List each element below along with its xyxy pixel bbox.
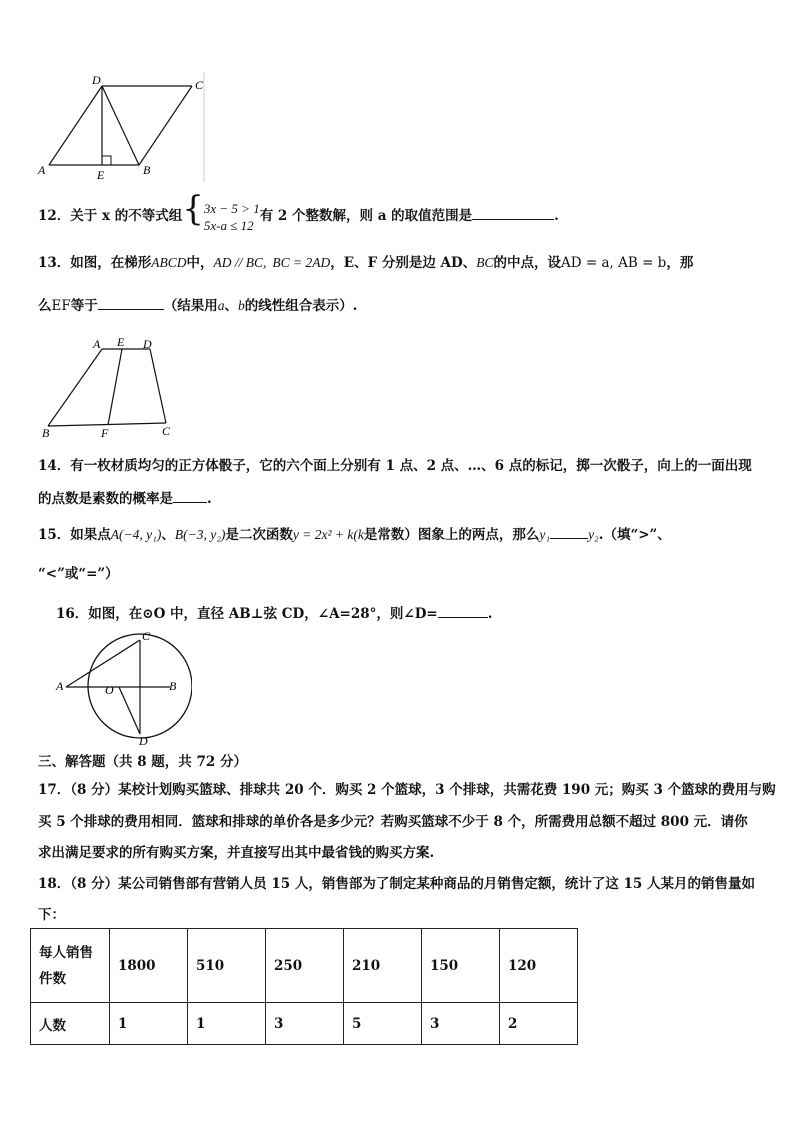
table-cell: 3 (422, 1003, 500, 1045)
y1: y₁ (539, 527, 551, 542)
table-cell: 5 (344, 1003, 422, 1045)
point-a: A(−4, y₁) (110, 527, 162, 542)
table-cell: 510 (188, 929, 266, 1003)
figure-trapezoid (38, 335, 183, 440)
sales-table (30, 928, 578, 1045)
q15-text-d: 是常数）图象上的两点，那么 (363, 527, 540, 543)
question-15-line2: “<”或“=”） (38, 566, 119, 582)
q15-text-e: .（填“>”、 (598, 527, 671, 543)
question-13-line1 (38, 253, 760, 273)
table-cell: 1 (110, 1003, 188, 1045)
label-D: D (143, 337, 152, 351)
q13-text-a: 13．如图，在梯形 (38, 255, 152, 271)
label-B: B (42, 426, 50, 440)
q13-text-f: 么 (38, 298, 52, 314)
inequality-system (204, 200, 260, 234)
label-A: A (93, 337, 101, 351)
vector-ef: EF (51, 298, 71, 314)
answer-blank[interactable] (98, 295, 164, 310)
label-D: D (92, 73, 101, 87)
question-17-line1: 17．（8 分）某校计划购买篮球、排球共 20 个．购买 2 个篮球，3 个排球，共需花费 190 元；购买 3 个篮球的费用与购 (38, 782, 776, 798)
table-cell: 120 (500, 929, 578, 1003)
brace: { (182, 189, 204, 229)
figure-circle (52, 628, 192, 748)
answer-blank[interactable] (550, 524, 588, 539)
label-O: O (105, 683, 114, 697)
q13-text-g: 等于 (70, 298, 98, 314)
segment-bc: BC (476, 255, 494, 270)
question-13-line2 (38, 295, 760, 316)
vector-definition: AD = a, AB = b (561, 255, 667, 271)
question-14-line1: 14．有一枚材质均匀的正方体骰子，它的六个面上分别有 1 点、2 点、…、6 点的标记，掷一次骰子，向上的一面出现 (38, 458, 752, 474)
label-E: E (117, 335, 125, 349)
table-cell: 210 (344, 929, 422, 1003)
label-A: A (56, 679, 64, 693)
question-14-line2 (38, 488, 760, 509)
label-E: E (97, 168, 105, 182)
separator: 、 (224, 298, 238, 314)
inequality-2: 5x-a ≤ 12 (203, 217, 254, 233)
trapezoid-name: ABCD (151, 255, 187, 270)
y2: y₂ (588, 527, 599, 542)
label-C: C (195, 78, 204, 92)
q16-text: 16．如图，在⊙O 中，直径 AB⊥弦 CD，∠A=28°，则∠D= (56, 606, 438, 622)
q13-text-b: 中， (186, 255, 214, 271)
q16-end: . (487, 606, 493, 622)
table-cell: 150 (422, 929, 500, 1003)
table-row (31, 929, 578, 1003)
header-line-1: 每人销售 (39, 944, 93, 961)
table-header-cell (31, 929, 110, 1003)
q14-text: 的点数是素数的概率是 (38, 491, 173, 507)
label-A: A (38, 163, 46, 177)
condition-parallel: AD // BC, (213, 255, 267, 270)
question-18-line1: 18．（8 分）某公司销售部有营销人员 15 人，销售部为了制定某种商品的月销售定额，统计了这 15 人某月的销售量如 (38, 876, 756, 892)
q14-end: . (207, 491, 212, 507)
header-line-2: 件数 (39, 970, 66, 987)
question-15-line1 (38, 524, 760, 545)
answer-blank[interactable] (438, 603, 488, 618)
table-cell: 2 (500, 1003, 578, 1045)
q13-text-d: 的中点，设 (493, 255, 562, 271)
label-D: D (139, 734, 148, 748)
q12-suffix: 有 2 个整数解，则 a 的取值范围是 (259, 208, 473, 224)
table-cell: 1 (188, 1003, 266, 1045)
q15-text-a: 15．如果点 (38, 527, 111, 543)
section-heading: 三、解答题（共 8 题，共 72 分） (38, 754, 247, 770)
figure-parallelogram (34, 72, 214, 184)
label-F: F (101, 426, 109, 440)
label-B: B (143, 163, 151, 177)
inequality-1: 3x − 5 > 1 (203, 200, 260, 216)
point-b: B(−3, y₂) (174, 527, 226, 542)
condition-double: BC = 2AD (272, 255, 331, 270)
vector-b: b (237, 298, 245, 313)
vector-a: a (217, 298, 225, 313)
answer-blank[interactable] (173, 488, 207, 503)
q15-text-b: 、 (161, 527, 175, 543)
question-16 (56, 603, 778, 624)
question-12 (38, 189, 760, 233)
table-cell: 250 (266, 929, 344, 1003)
table-cell: 3 (266, 1003, 344, 1045)
table-cell: 1800 (110, 929, 188, 1003)
table-row (31, 1003, 578, 1045)
q13-text-e: ，那 (666, 255, 694, 271)
label-B: B (169, 679, 177, 693)
q13-text-h: （结果用 (163, 298, 218, 314)
q13-text-c: ，E、F 分别是边 AD、 (330, 255, 477, 271)
question-17-line3: 求出满足要求的所有购买方案，并直接写出其中最省钱的购买方案. (38, 845, 435, 861)
label-C: C (162, 424, 171, 438)
answer-blank[interactable] (472, 205, 554, 220)
label-C: C (142, 629, 151, 643)
q12-end: . (554, 208, 559, 224)
q15-text-c: 是二次函数 (225, 527, 293, 543)
q12-prefix: 12．关于 x 的不等式组 (38, 208, 183, 224)
question-17-line2: 买 5 个排球的费用相同．篮球和排球的单价各是多少元？若购买篮球不少于 8 个，所需费用总额不超过 800 元．请你 (38, 814, 748, 830)
question-18-line2: 下： (38, 907, 65, 923)
function-expr: y = 2x² + k(k (292, 527, 364, 542)
q13-text-i: 的线性组合表示）. (244, 298, 358, 314)
table-header-cell: 人数 (31, 1003, 110, 1045)
